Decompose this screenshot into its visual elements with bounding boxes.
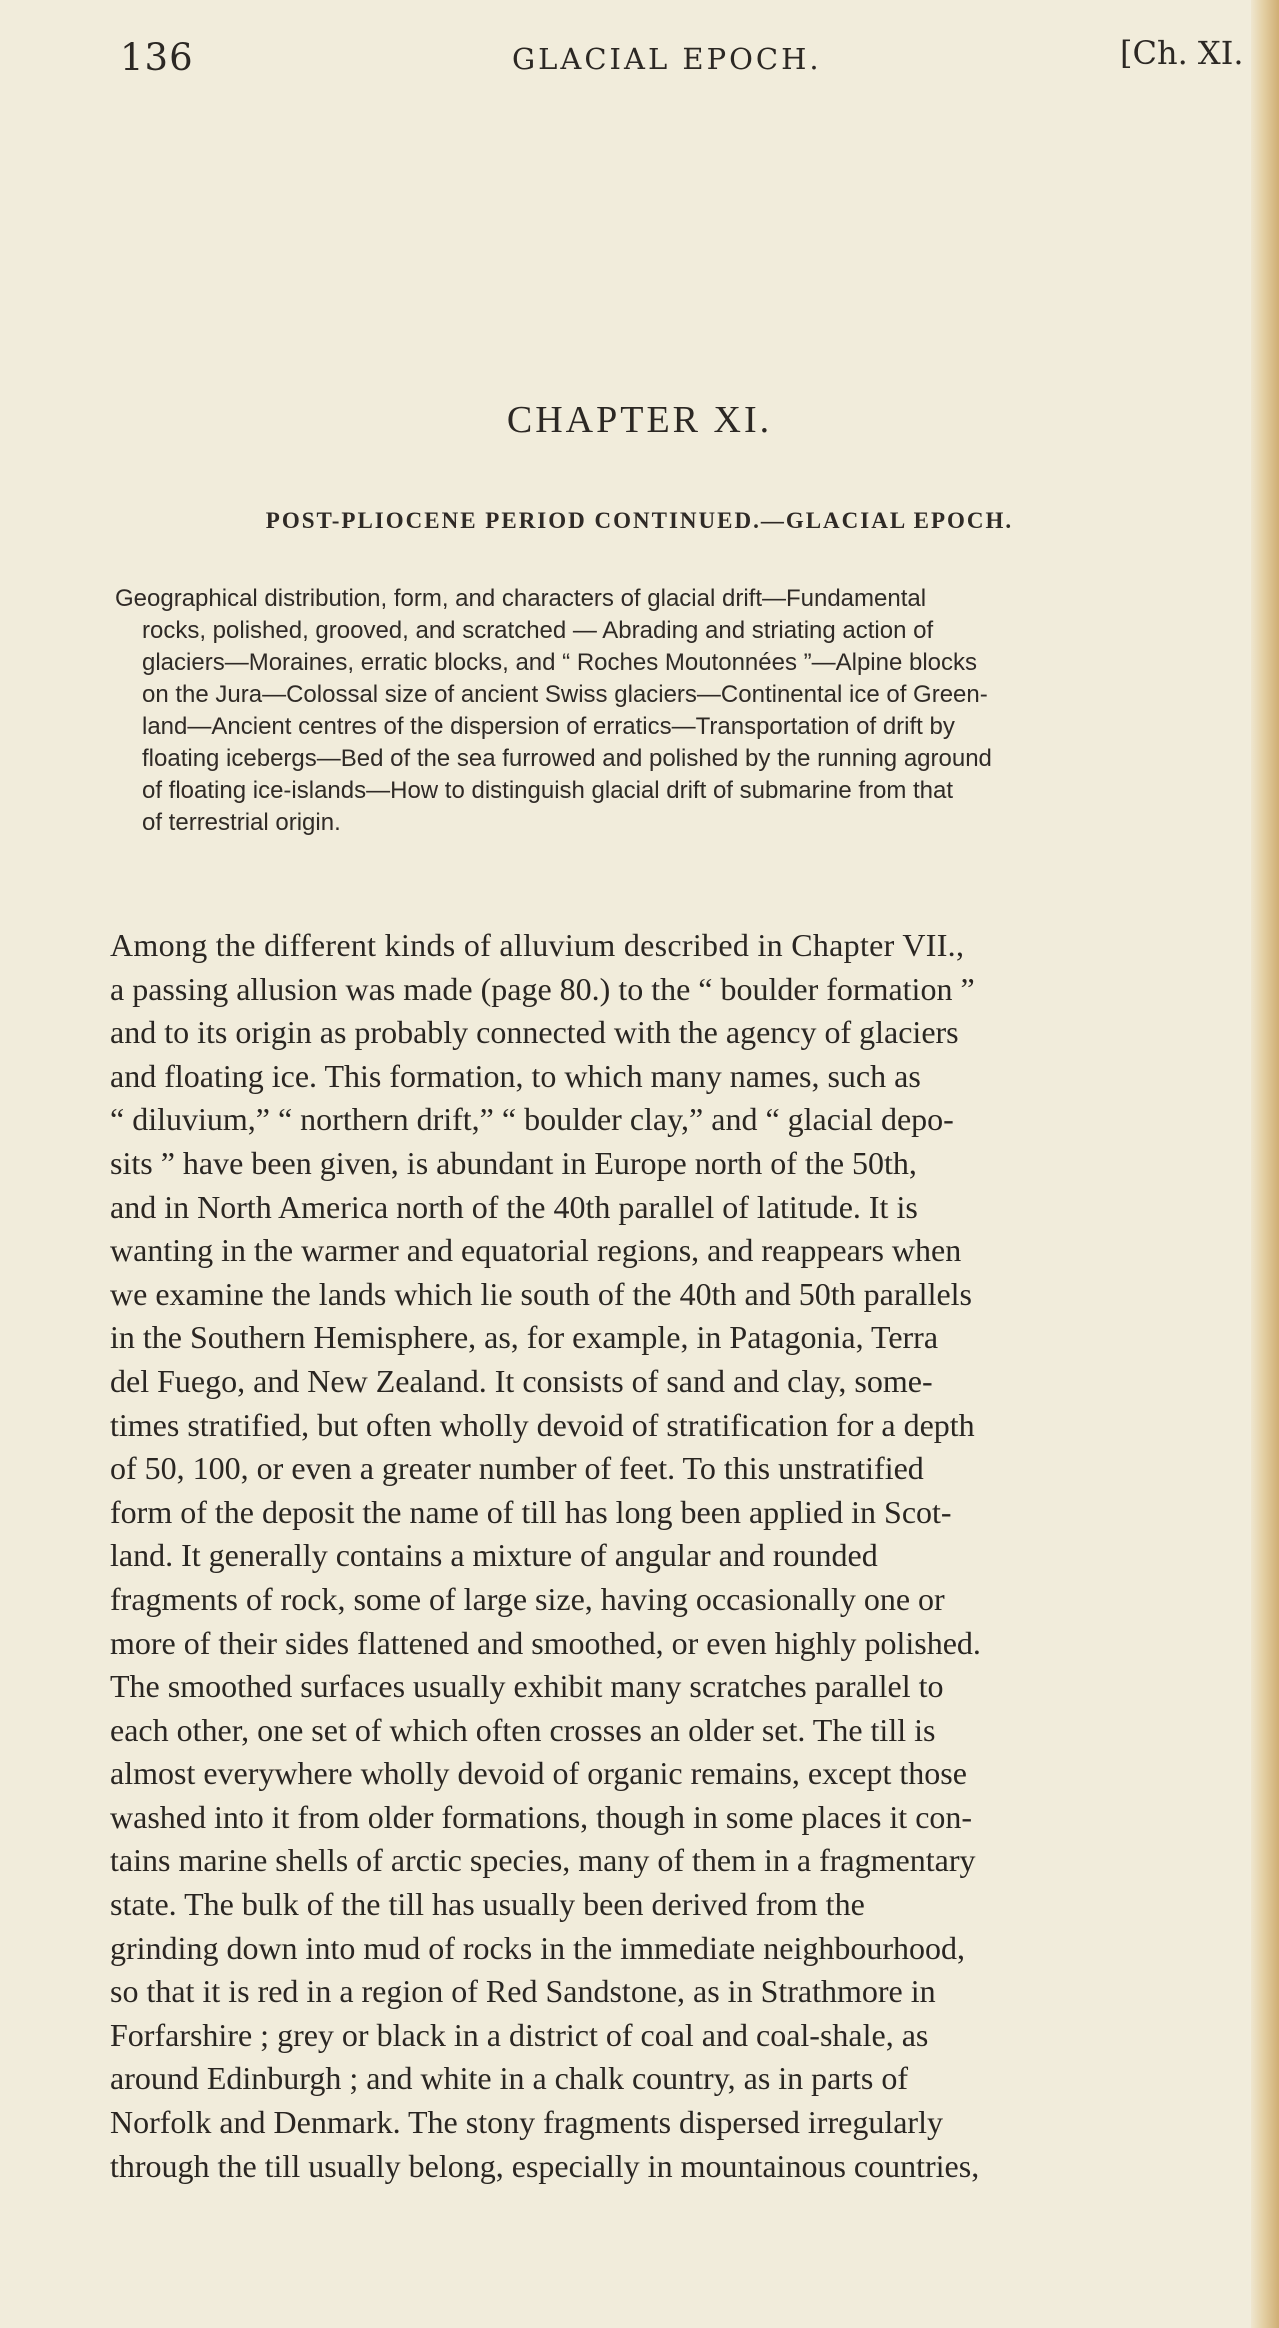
body-line: more of their sides flattened and smoothed, or even highly polished. bbox=[110, 1624, 981, 1661]
synopsis-line: on the Jura—Colossal size of ancient Swiss glaciers—Continental ice of Green- bbox=[142, 681, 988, 708]
chapter-reference: [Ch. XI. bbox=[1120, 34, 1244, 72]
body-paragraph bbox=[110, 924, 1250, 2188]
body-line: “ diluvium,” “ northern drift,” “ boulder clay,” and “ glacial depo- bbox=[110, 1101, 954, 1138]
body-line: almost everywhere wholly devoid of organic remains, except those bbox=[110, 1755, 967, 1792]
body-line: we examine the lands which lie south of the 40th and 50th parallels bbox=[110, 1275, 972, 1312]
body-line: each other, one set of which often crosses an older set. The till is bbox=[110, 1711, 936, 1748]
body-line: Norfolk and Denmark. The stony fragments dispersed irregularly bbox=[110, 2104, 943, 2141]
body-line: del Fuego, and New Zealand. It consists of sand and clay, some- bbox=[110, 1362, 933, 1399]
body-line: and to its origin as probably connected with the agency of glaciers bbox=[110, 1014, 959, 1051]
synopsis-line: land—Ancient centres of the dispersion of erratics—Transportation of drift by bbox=[142, 713, 955, 740]
body-line: and floating ice. This formation, to which many names, such as bbox=[110, 1057, 921, 1094]
body-line: wanting in the warmer and equatorial regions, and reappears when bbox=[110, 1232, 962, 1269]
body-line: state. The bulk of the till has usually been derived from the bbox=[110, 1886, 865, 1923]
running-head bbox=[120, 34, 1250, 84]
synopsis-line: of terrestrial origin. bbox=[142, 809, 341, 836]
chapter-subtitle: POST-PLIOCENE PERIOD CONTINUED.—GLACIAL EPOCH. bbox=[265, 508, 1014, 533]
page-edge bbox=[1251, 0, 1279, 2328]
body-line: Among the different kinds of alluvium described in Chapter VII., bbox=[110, 927, 965, 963]
page-number: 136 bbox=[120, 36, 194, 79]
synopsis-line: of floating ice-islands—How to distinguish glacial drift of submarine from that bbox=[142, 777, 954, 804]
body-line: fragments of rock, some of large size, having occasionally one or bbox=[110, 1580, 945, 1617]
body-line: grinding down into mud of rocks in the immediate neighbourhood, bbox=[110, 1929, 965, 1966]
body-line: in the Southern Hemisphere, as, for example, in Patagonia, Terra bbox=[110, 1319, 939, 1356]
synopsis-line: floating icebergs—Bed of the sea furrowed and polished by the running aground bbox=[142, 745, 992, 772]
body-line: so that it is red in a region of Red Sandstone, as in Strathmore in bbox=[110, 1973, 936, 2010]
body-line: sits ” have been given, is abundant in Europe north of the 50th, bbox=[110, 1144, 917, 1181]
chapter-heading: CHAPTER XI. bbox=[506, 399, 773, 441]
running-title: GLACIAL EPOCH. bbox=[512, 42, 822, 76]
body-line: tains marine shells of arctic species, many of them in a fragmentary bbox=[110, 1842, 976, 1879]
body-line: land. It generally contains a mixture of angular and rounded bbox=[110, 1537, 878, 1574]
body-line: The smoothed surfaces usually exhibit many scratches parallel to bbox=[110, 1668, 944, 1705]
body-line: a passing allusion was made (page 80.) to the “ boulder formation ” bbox=[110, 970, 975, 1007]
body-line: of 50, 100, or even a greater number of feet. To this unstratified bbox=[110, 1450, 924, 1487]
synopsis-line: rocks, polished, grooved, and scratched — Abrading and striating action of bbox=[142, 617, 934, 644]
body-line: and in North America north of the 40th parallel of latitude. It is bbox=[110, 1188, 918, 1225]
body-line: Forfarshire ; grey or black in a district of coal and coal-shale, as bbox=[110, 2016, 929, 2053]
body-line: times stratified, but often wholly devoid of stratification for a depth bbox=[110, 1406, 975, 1443]
body-line: through the till usually belong, especially in mountainous countries, bbox=[110, 2147, 980, 2184]
synopsis-line: glaciers—Moraines, erratic blocks, and “ Roches Moutonnées ”—Alpine blocks bbox=[142, 649, 978, 676]
body-line: washed into it from older formations, though in some places it con- bbox=[110, 1798, 973, 1835]
body-line: form of the deposit the name of till has long been applied in Scot- bbox=[110, 1493, 952, 1530]
body-line: around Edinburgh ; and white in a chalk country, as in parts of bbox=[110, 2060, 909, 2097]
chapter-synopsis bbox=[115, 583, 1245, 839]
synopsis-line: Geographical distribution, form, and characters of glacial drift—Fundamental bbox=[115, 585, 927, 612]
